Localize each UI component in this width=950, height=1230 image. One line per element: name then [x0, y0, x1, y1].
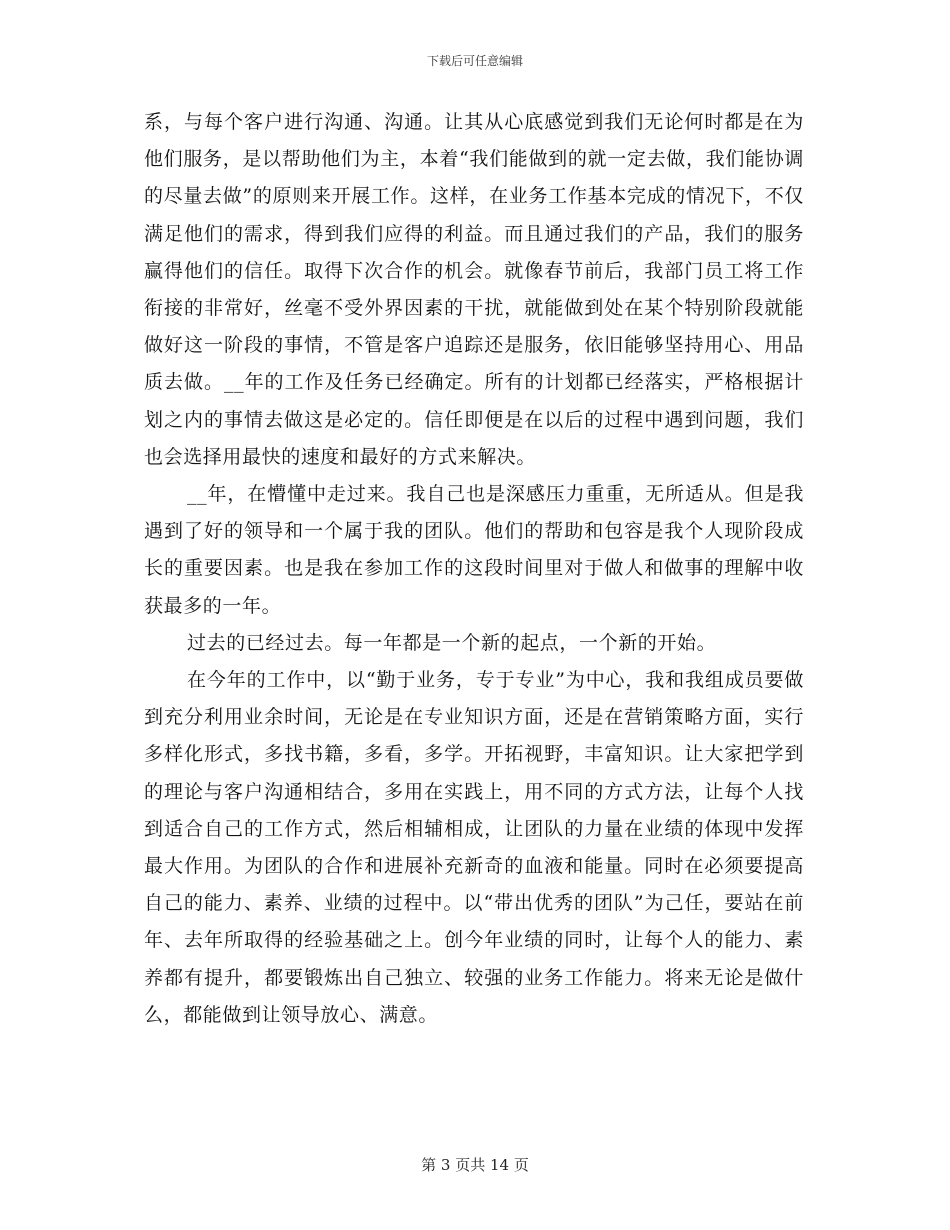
page-number-footer: 第 3 页共 14 页 — [421, 1156, 529, 1174]
paragraph-3: 过去的已经过去。每一年都是一个新的起点，一个新的开始。 — [187, 631, 717, 654]
page-header: 下载后可任意编辑 — [426, 54, 523, 68]
paragraph-1: 系，与每个客户进行沟通、沟通。让其从心底感觉到我们无论何时都是在为他们服务，是以帮助他们为主，本着“我们能做到的就一定去做，我们能协调的尽量去做”的原则来开展工作。这样，在业务工作基本完成的情况下，不仅满足他们的需求，得到我们应得的利益。而且通过我们的产品，我们的服务赢得他们的信任。取得下次合作的机会。就像春节前后，我部门员工将工作衔接的非常好，丝毫不受外界因素的干扰，就能做到处在某个特别阶段就能做好这一阶段的事情，不管是客户追踪还是服务，依旧能够坚持用心、用品质去做。__年的工作及任务已经确定。所有的计划都已经落实，严格根据计划之内的事情去做这是必定的。信任即便是在以后的过程中遇到问题，我们也会选择用最快的速度和最好的方式来解决。 — [144, 111, 804, 468]
paragraph-4: 在今年的工作中，以“勤于业务，专于专业”为中心，我和我组成员要做到充分利用业余时间，无论是在专业知识方面，还是在营销策略方面，实行多样化形式，多找书籍，多看，多学。开拓视野，丰富知识。让大家把学到的理论与客户沟通相结合，多用在实践上，用不同的方式方法，让每个人找到适合自己的工作方式，然后相辅相成，让团队的力量在业绩的体现中发挥最大作用。为团队的合作和进展补充新奇的血液和能量。同时在必须要提高自己的能力、素养、业绩的过程中。以“带出优秀的团队”为己任，要站在前年、去年所取得的经验基础之上。创今年业绩的同时，让每个人的能力、素养都有提升，都要锻炼出自己独立、较强的业务工作能力。将来无论是做什么，都能做到让领导放心、满意。 — [144, 669, 804, 1026]
document-body — [144, 104, 804, 1034]
paragraph-2: __年，在懵懂中走过来。我自己也是深感压力重重，无所适从。但是我遇到了好的领导和一个属于我的团队。他们的帮助和包容是我个人现阶段成长的重要因素。也是我在参加工作的这段时间里对于做人和做事的理解中收获最多的一年。 — [144, 483, 804, 617]
